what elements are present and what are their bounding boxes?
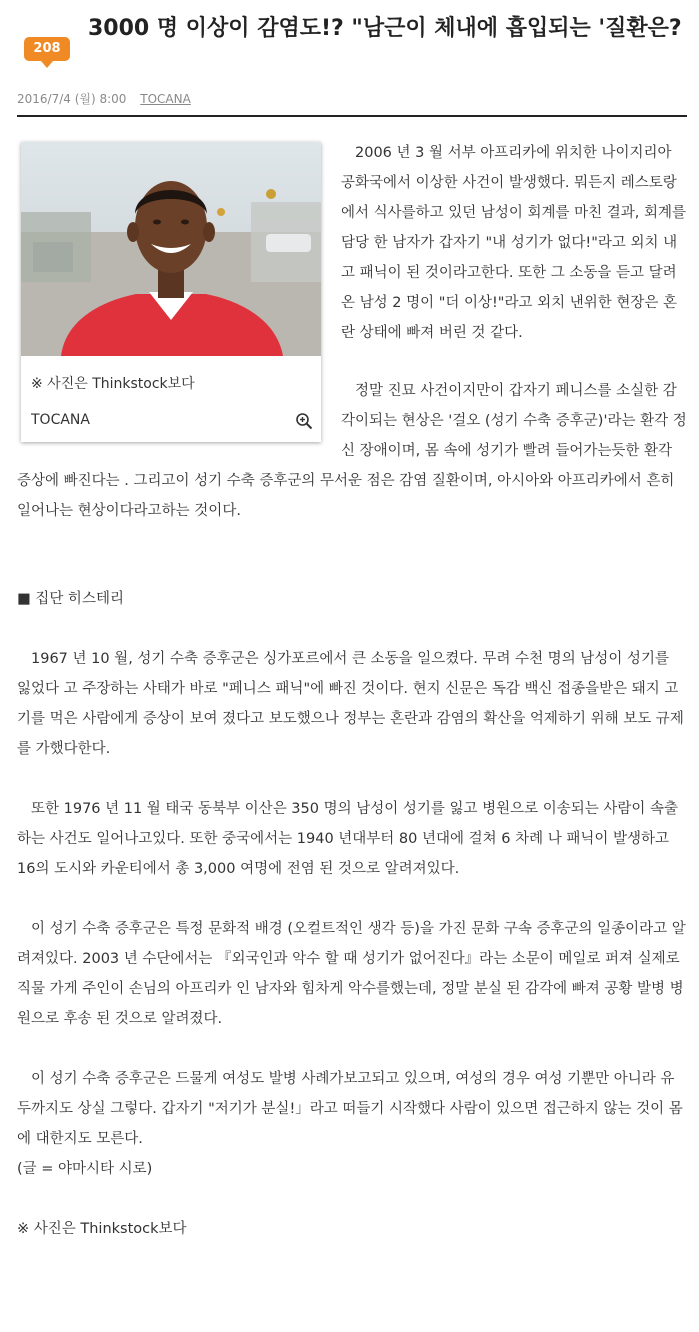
publish-date: 2016/7/4 (월) 8:00 (17, 92, 127, 106)
comment-count-badge[interactable]: 208 (24, 37, 70, 61)
paragraph-6: 이 성기 수축 증후군은 드물게 여성도 발병 사례가보고되고 있으며, 여성의 경우 여성 기뿐만 아니라 유두까지도 상실 그렇다. 갑자기 "저기가 분실!」라고 떠들기 시작했다 사람이 있으면 접근하지 않는 것이 몸에 대한지도 모른다. (17, 1071, 683, 1147)
header-divider (17, 115, 687, 117)
article-meta (17, 90, 191, 107)
paragraph-2: 정말 진묘 사건이지만이 갑자기 페니스를 소실한 감각이되는 현상은 '걸오 (성기 수축 증후군)'라는 환각 정신 장애이며, 몸 속에 성기가 빨려 들어가는듯한 환각 증상에 빠진다는 . 그리고이 성기 수축 증후군의 무서운 점은 감염 질환이며, 아시아와 아프리카에서 흔히 일어나는 현상이다라고하는 것이다. (17, 383, 687, 519)
figure-caption (21, 356, 321, 442)
magnifier-plus-icon[interactable] (295, 412, 313, 430)
photo-credit: ※ 사진은 Thinkstock보다 (31, 376, 195, 392)
paragraph-4: 또한 1976 년 11 월 태국 동북부 이산은 350 명의 남성이 성기를 잃고 병원으로 이송되는 사람이 속출하는 사건도 일어나고있다. 또한 중국에서는 1940 년대부터 80 년대에 걸쳐 6 차례 나 패닉이 발생하고 16의 도시와 카운티에서 총 3,000 여명에 전염 된 것으로 알려져있다. (17, 801, 679, 877)
photo-credit-footer: ※ 사진은 Thinkstock보다 (17, 1221, 187, 1237)
article-body (17, 138, 687, 1244)
paragraph-5: 이 성기 수축 증후군은 특정 문화적 배경 (오컬트적인 생각 등)을 가진 문화 구속 증후군의 일종이라고 알려져있다. 2003 년 수단에서는 『외국인과 악수 할 때 성기가 없어진다』라는 소문이 메일로 퍼져 실제로 직물 가게 주인이 손님의 아프리카 인 남자와 힘차게 악수를했는데, 정말 분실 된 감각에 빠져 공황 발병 병원으로 후송 된 것으로 알려졌다. (17, 921, 686, 1027)
caption-source: TOCANA (31, 412, 90, 428)
paragraph-3: 1967 년 10 월, 성기 수축 증후군은 싱가포르에서 큰 소동을 일으켰다. 무려 수천 명의 남성이 성기를 잃었다 고 주장하는 사태가 바로 "페니스 패닉"에 빠진 것이다. 현지 신문은 독감 백신 접종을받은 돼지 고기를 먹은 사람에게 증상이 보여 졌다고 보도했으나 정부는 혼란과 감염의 확산을 억제하기 위해 보도 규제를 가했다한다. (17, 651, 684, 757)
article-header (0, 0, 699, 118)
paragraph-1: 2006 년 3 월 서부 아프리카에 위치한 나이지리아 공화국에서 이상한 사건이 발생했다. 뭐든지 레스토랑에서 식사를하고 있던 남성이 회계를 마친 결과, 회계를 담당 한 남자가 갑자기 "내 성기가 없다!"라고 외치 내고 패닉이 된 것이라고한다. 또한 그 소동을 듣고 달려온 남성 2 명이 "더 이상!"라고 외치 낸위한 현장은 혼란 상태에 빠져 버린 것 같다. (341, 145, 687, 341)
article-title: 3000 명 이상이 감염도!? "남근이 체내에 흡입되는 '질환은? (88, 16, 682, 41)
article-photo[interactable] (21, 142, 321, 356)
source-link[interactable]: TOCANA (140, 92, 191, 106)
section-heading: ■ 집단 히스테리 (17, 591, 124, 607)
article-figure[interactable] (21, 142, 321, 442)
byline: (글 = 야마시타 시로) (17, 1161, 153, 1177)
